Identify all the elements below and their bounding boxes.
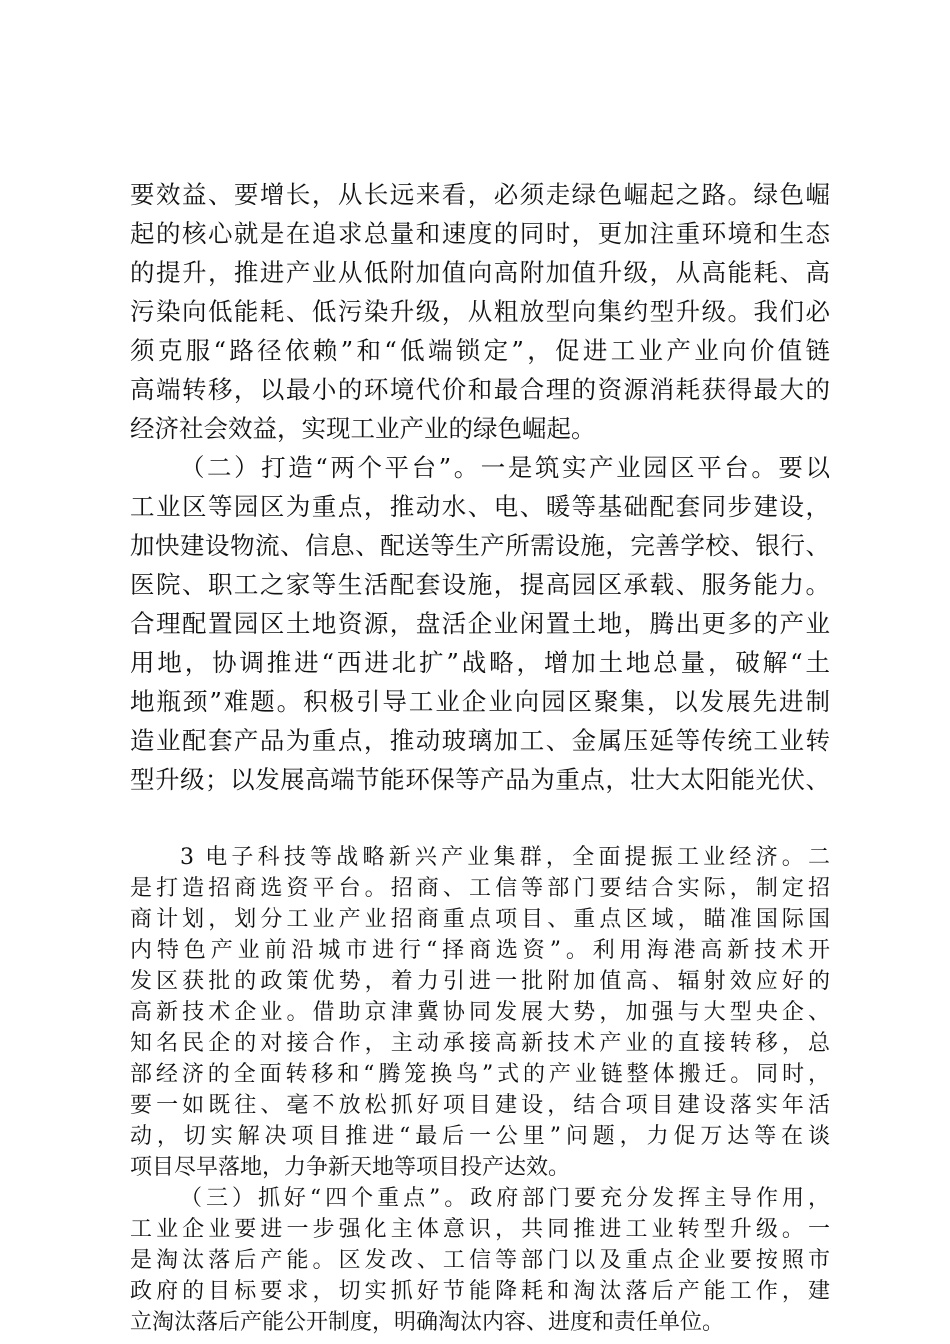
- text-line: 用地，协调推进“西进北扩”战略，增加土地总量，破解“土: [130, 648, 830, 677]
- paragraph-heading-line: （三）抓好“四个重点”。政府部门要充分发挥主导作用，: [180, 1186, 830, 1211]
- text-line: 工业区等园区为重点，推动水、电、暖等基础配套同步建设，: [130, 492, 830, 521]
- text-line: 型升级；以发展高端节能环保等产品为重点，壮大太阳能光伏、: [130, 765, 830, 794]
- text-line: 工业企业要进一步强化主体意识，共同推进工业转型升级。一: [130, 1217, 830, 1242]
- text-line: 发区获批的政策优势，着力引进一批附加值高、辐射效应好的: [130, 969, 830, 994]
- text-line: 高端转移，以最小的环境代价和最合理的资源消耗获得最大的: [130, 375, 830, 404]
- text-line: 起的核心就是在追求总量和速度的同时，更加注重环境和生态: [130, 219, 830, 248]
- text-line: 合理配置园区土地资源，盘活企业闲置土地，腾出更多的产业: [130, 609, 830, 638]
- text-line: 的提升，推进产业从低附加值向高附加值升级，从高能耗、高: [130, 258, 830, 287]
- text-line: 商计划，划分工业产业招商重点项目、重点区域，瞄准国际国: [130, 907, 830, 932]
- text-line: 部经济的全面转移和“腾笼换鸟”式的产业链整体搬迁。同时，: [130, 1062, 830, 1087]
- text-line: 地瓶颈”难题。积极引导工业企业向园区聚集，以发展先进制: [130, 687, 830, 716]
- paragraph-heading-line: （二）打造“两个平台”。一是筑实产业园区平台。要以: [180, 453, 830, 482]
- text-line: 知名民企的对接合作，主动承接高新技术产业的直接转移，总: [130, 1031, 830, 1056]
- text-line: 造业配套产品为重点，推动玻璃加工、金属压延等传统工业转: [130, 726, 830, 755]
- text-line: 经济社会效益，实现工业产业的绿色崛起。: [130, 414, 596, 443]
- text-line: 须克服“路径依赖”和“低端锁定”，促进工业产业向价值链: [130, 336, 830, 365]
- text-line: 立淘汰落后产能公开制度，明确淘汰内容、进度和责任单位。: [130, 1310, 725, 1335]
- text-line: 政府的目标要求，切实抓好节能降耗和淘汰落后产能工作，建: [130, 1279, 830, 1304]
- text-line: 是打造招商选资平台。招商、工信等部门要结合实际，制定招: [130, 876, 830, 901]
- text-line: 动，切实解决项目推进“最后一公里”问题，力促万达等在谈: [130, 1124, 830, 1149]
- text-line: 项目尽早落地，力争新天地等项目投产达效。: [130, 1155, 571, 1180]
- text-line: 加快建设物流、信息、配送等生产所需设施，完善学校、银行、: [130, 531, 830, 560]
- text-line: 要效益、要增长，从长远来看，必须走绿色崛起之路。绿色崛: [130, 180, 830, 209]
- text-line: 污染向低能耗、低污染升级，从粗放型向集约型升级。我们必: [130, 297, 830, 326]
- text-line: 内特色产业前沿城市进行“择商选资”。利用海港高新技术开: [130, 938, 830, 963]
- text-line: 医院、职工之家等生活配套设施，提高园区承载、服务能力。: [130, 570, 830, 599]
- text-line: 要一如既往、毫不放松抓好项目建设，结合项目建设落实年活: [130, 1093, 830, 1118]
- text-line: 3 电子科技等战略新兴产业集群，全面提振工业经济。二: [180, 845, 830, 870]
- text-line: 是淘汰落后产能。区发改、工信等部门以及重点企业要按照市: [130, 1248, 830, 1273]
- text-line: 高新技术企业。借助京津冀协同发展大势，加强与大型央企、: [130, 1000, 830, 1025]
